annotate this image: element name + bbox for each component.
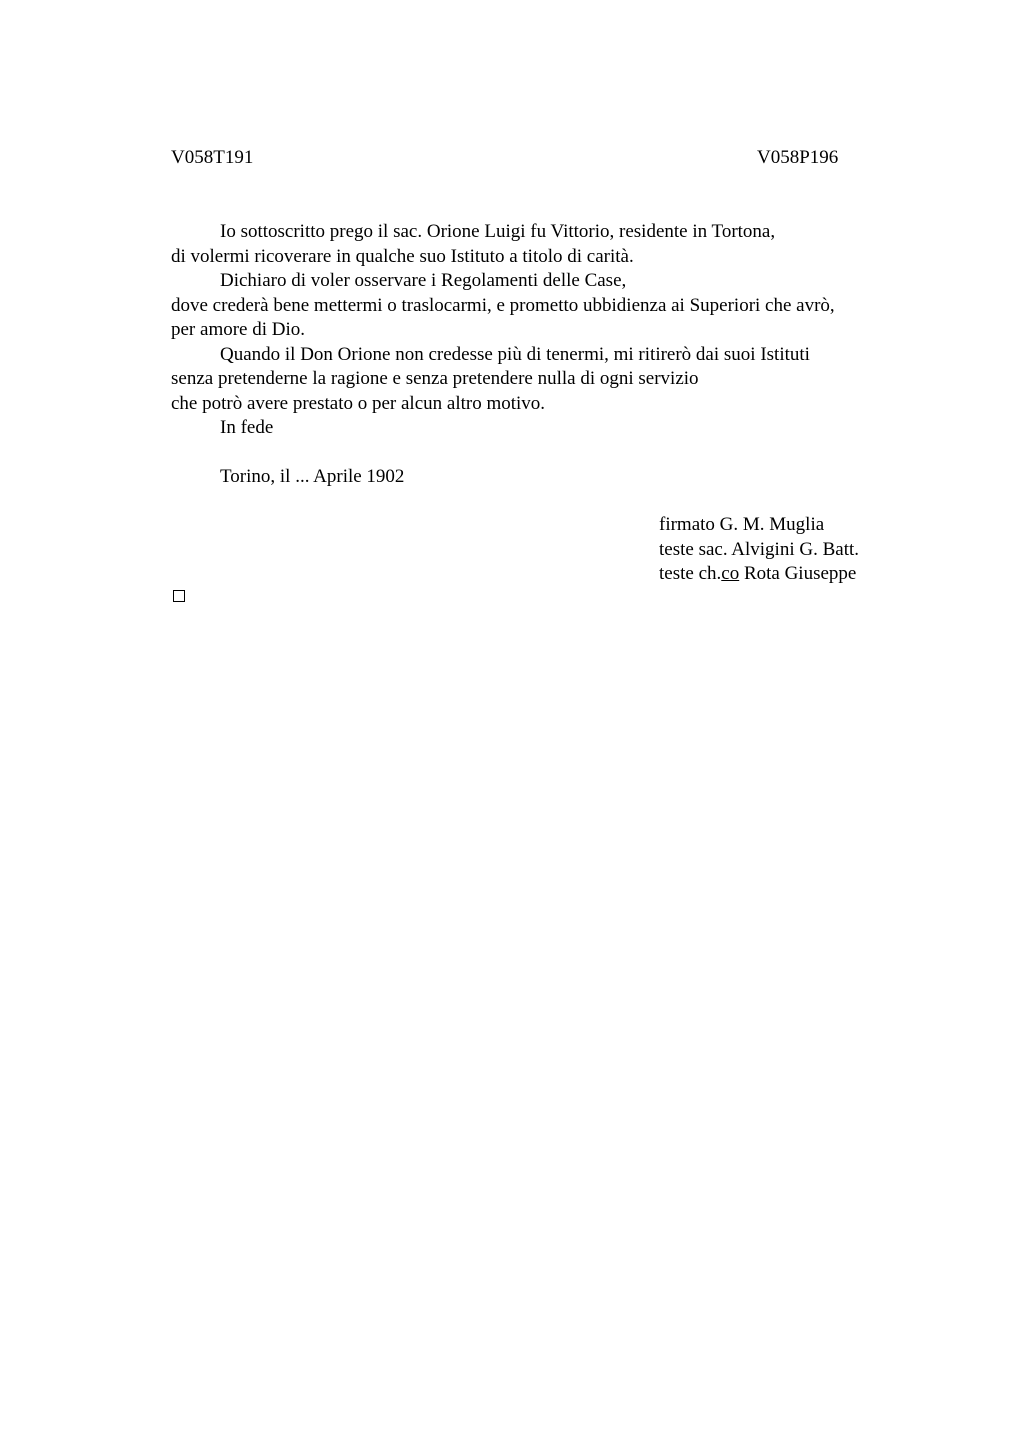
- paragraph-3-line-1: Quando il Don Orione non credesse più di tenermi, mi ritirerò dai suoi Istituti: [220, 343, 810, 365]
- signature-line-3-abbreviation: co: [721, 563, 740, 584]
- empty-square-icon: [173, 590, 185, 602]
- signature-line-2: teste sac. Alvigini G. Batt.: [659, 538, 860, 560]
- document-code-left: V058T191: [171, 147, 254, 168]
- paragraph-3-line-2: senza pretenderne la ragione e senza pretendere nulla di ogni servizio: [171, 368, 699, 389]
- letter-body: [171, 220, 911, 490]
- paragraph-2-line-2: dove crederà bene mettermi o traslocarmi, e prometto ubbidienza ai Superiori che avrò,: [171, 294, 835, 316]
- signature-line-3-prefix: teste ch.: [659, 563, 722, 584]
- signature-line-3-suffix: Rota Giuseppe: [739, 563, 857, 584]
- paragraph-2-line-3: per amore di Dio.: [171, 319, 306, 340]
- signature-block: [659, 513, 859, 587]
- closing-line: In fede: [220, 417, 274, 438]
- paragraph-1-line-2: di volermi ricoverare in qualche suo Istituto a titolo di carità.: [171, 245, 634, 267]
- signature-line-3: [659, 562, 859, 587]
- paragraph-2-line-1: Dichiaro di voler osservare i Regolamenti delle Case,: [220, 270, 627, 291]
- place-date-line: Torino, il ... Aprile 1902: [220, 466, 405, 487]
- paragraph-1-line-1: Io sottoscritto prego il sac. Orione Luigi fu Vittorio, residente in Tortona,: [220, 221, 776, 242]
- document-code-right: V058P196: [757, 147, 839, 168]
- blank-line: [171, 441, 911, 466]
- paragraph-3-line-3: che potrò avere prestato o per alcun altro motivo.: [171, 392, 546, 414]
- signature-line-1: firmato G. M. Muglia: [659, 514, 825, 535]
